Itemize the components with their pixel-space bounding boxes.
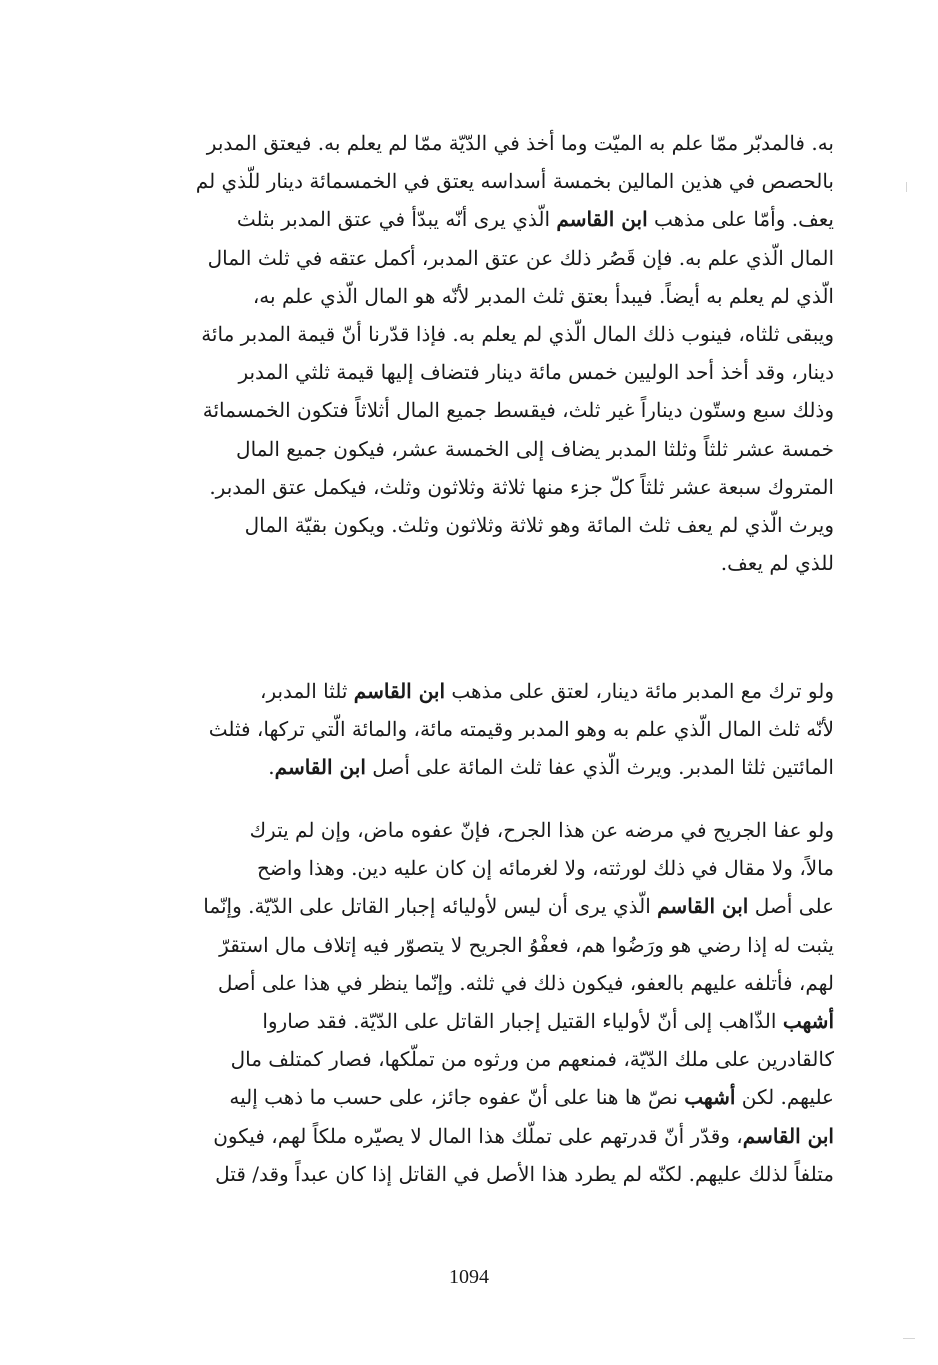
scan-mark (903, 1338, 915, 1339)
text-segment: الّذي لم يعلم به أيضاً. فيبدأ بعتق ثلث المدبر لأنّه هو المال الّذي علم به، (252, 283, 834, 308)
text-line (104, 887, 834, 925)
text-line (104, 124, 834, 162)
text-segment: الّذي يرى أنّه يبدّأ في عتق المدبر بثلث (236, 207, 557, 232)
text-line (104, 468, 834, 506)
text-segment: وذلك سبع وستّون ديناراً غير ثلث، فيقسط جميع المال أثلاثاً فتكون الخمسمائة (202, 398, 834, 423)
text-segment: المائتين ثلثا المدبر. ويرث الّذي عفا ثلث المائة على أصل (365, 755, 834, 780)
text-line (104, 1078, 834, 1116)
text-line (104, 710, 834, 748)
text-line (104, 1002, 834, 1040)
text-segment: الّذي يرى أن ليس لأوليائه إجبار القاتل على الدّيّة. وإنّما (203, 894, 658, 919)
text-segment: ويرث الّذي لم يعف ثلث المائة وهو ثلاثة وثلاثون وثلث. ويكون بقيّة المال (244, 513, 834, 538)
paragraph-3 (104, 811, 834, 1193)
text-line (104, 506, 834, 544)
text-line (104, 926, 834, 964)
text-segment: به. فالمدبّر ممّا علم به الميّت وما أخذ في الدّيّة ممّا لم يعلم به. فيعتق المدبر (206, 131, 834, 155)
text-line (104, 964, 834, 1002)
paragraph-text (104, 672, 834, 787)
bold-name: ابن القاسم (556, 207, 648, 232)
text-line (104, 353, 834, 391)
text-segment: كالقادرين على ملك الدّيّة، فمنعهم من ورثوه من تملّكها، فصار كمتلف مال (230, 1047, 834, 1072)
text-line (104, 672, 834, 710)
text-segment: لأنّه ثلث المال الّذي علم به وهو المدبر وقيمته مائة، والمائة الّتي تركها، فثلث (208, 717, 834, 742)
paragraph-text (104, 124, 834, 582)
text-segment: مالاً، ولا مقال في ذلك لورثته، ولا لغرمائه إن كان عليه دين. وهذا واضح (256, 856, 834, 881)
text-line (104, 200, 834, 238)
paragraph-1 (104, 124, 834, 582)
text-line (104, 162, 834, 200)
text-segment: نصّ ها هنا على أنّ عفوه جائز، على حسب ما ذهب إليه (229, 1085, 685, 1110)
paragraph-2 (104, 672, 834, 787)
text-line (104, 1155, 834, 1193)
text-line (104, 1117, 834, 1155)
text-segment: ويبقى ثلثاه، فينوب ذلك المال الّذي لم يعلم به. فإذا قدّرنا أنّ قيمة المدبر مائة (201, 322, 834, 347)
paragraph-text (104, 811, 834, 1193)
bold-name: ابن القاسم (742, 1123, 834, 1148)
text-segment: عليهم. لكن (735, 1085, 834, 1110)
text-line (104, 544, 834, 582)
text-line (104, 748, 834, 786)
text-segment: ولو ترك مع المدبر مائة دينار، لعتق على مذهب (445, 679, 834, 703)
text-line (104, 430, 834, 468)
text-segment: متلفاً لذلك عليهم. لكنّه لم يطرد هذا الأصل في القاتل إذا كان عبداً وقد/ قتل (215, 1161, 834, 1186)
text-line (104, 811, 834, 849)
text-segment: ثلثا المدبر، (259, 679, 354, 703)
bold-name: أشهب (684, 1085, 736, 1110)
text-segment: يعف. وأمّا على مذهب (647, 207, 834, 232)
text-line (104, 391, 834, 429)
text-line (104, 277, 834, 315)
text-line (104, 239, 834, 277)
text-segment: المال الّذي علم به. فإن قَصُر ذلك عن عتق المدبر، أكمل عتقه في ثلث المال (207, 245, 834, 270)
text-segment: الذّاهب إلى أنّ لأولياء القتيل إجبار القاتل على الدّيّة. فقد صاروا (262, 1009, 783, 1034)
bold-name: ابن القاسم (274, 755, 366, 780)
text-line (104, 1040, 834, 1078)
bold-name: ابن القاسم (353, 679, 446, 703)
text-segment: خمسة عشر ثلثاً وثلثا المدبر يضاف إلى الخمسة عشر، فيكون جميع المال (236, 436, 834, 461)
bold-name: أشهب (782, 1009, 834, 1034)
text-segment: يثبت له إذا رضي هو ورَضُوا هم، فعفْوُ الجريح لا يتصوّر فيه إتلاف مال استقرّ (219, 932, 834, 957)
text-segment: ، وقدّر أنّ قدرتهم على تملّك هذا المال لا يصيّره ملكاً لهم، فيكون (213, 1123, 743, 1148)
bold-name: ابن القاسم (657, 894, 749, 919)
text-line (104, 315, 834, 353)
scan-mark (906, 182, 907, 192)
text-segment: المتروك سبعة عشر ثلثاً كلّ جزء منها ثلاثة وثلاثون وثلث، فيكمل عتق المدبر. (209, 474, 834, 499)
text-segment: ولو عفا الجريح في مرضه عن هذا الجرح، فإنّ عفوه ماض، وإن لم يترك (249, 818, 834, 842)
text-segment: دينار، وقد أخذ أحد الوليين خمس مائة دينار فتضاف إليها قيمة ثلثي المدبر (238, 360, 834, 385)
text-segment: للذي لم يعف. (720, 551, 834, 576)
text-segment: . (268, 755, 275, 780)
text-segment: على أصل (748, 894, 834, 919)
text-line (104, 849, 834, 887)
text-segment: لهم، فأتلفه عليهم بالعفو، فيكون ذلك في ثلثه. وإنّما ينظر في هذا على أصل (217, 970, 834, 995)
text-segment: بالحصص في هذين المالين بخمسة أسداسه يعتق في الخمسمائة دينار للّذي لم (195, 169, 834, 194)
page-number: 1094 (449, 1266, 489, 1288)
